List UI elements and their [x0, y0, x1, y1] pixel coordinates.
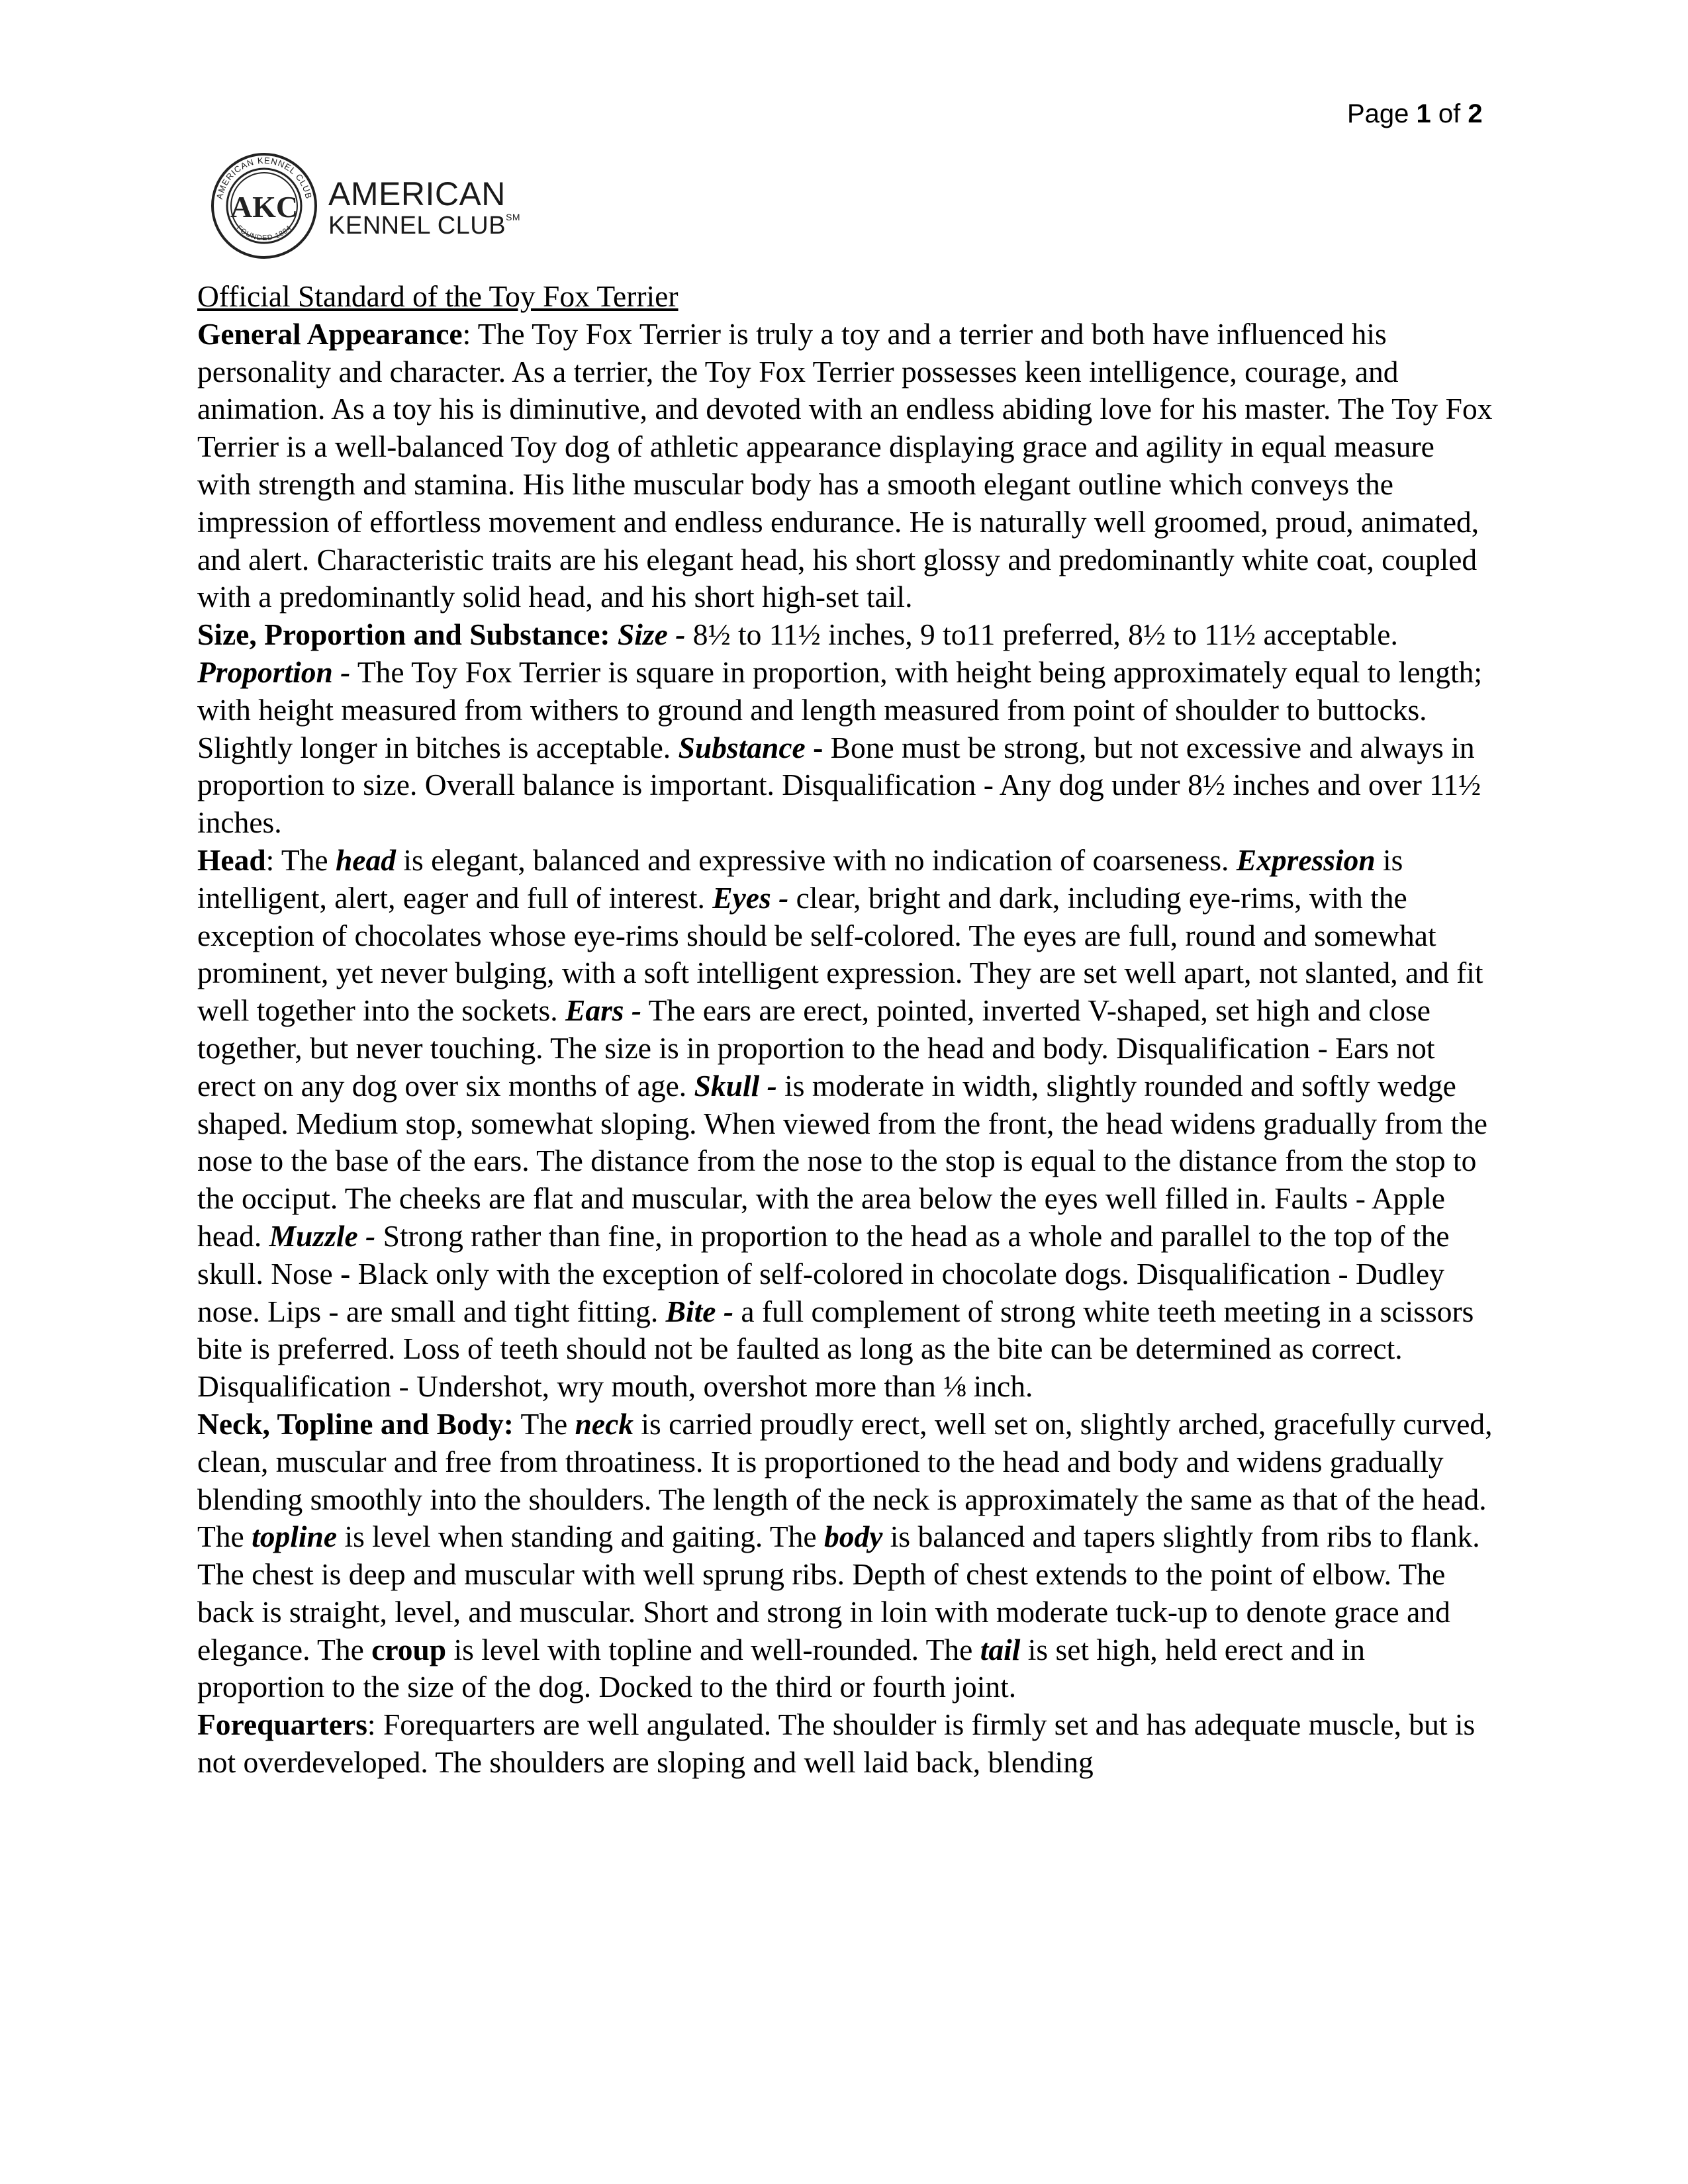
term-expression: Expression — [1236, 842, 1376, 877]
document-title: Official Standard of the Toy Fox Terrier — [197, 279, 679, 313]
term-neck: neck — [575, 1406, 634, 1441]
section-forequarters: Forequarters: Forequarters are well angulated. The shoulder is firmly set and has adequate muscle, but is not overdeveloped. The shoulders are sloping and well laid back, blending — [197, 1707, 1476, 1780]
term-head: head — [335, 842, 396, 877]
term-topline: topline — [252, 1520, 338, 1554]
svg-text:AKC: AKC — [230, 190, 299, 224]
svg-text:FOUNDED 1884: FOUNDED 1884 — [234, 224, 294, 242]
section-heading: General Appearance — [197, 316, 463, 351]
term-tail: tail — [980, 1632, 1021, 1666]
logo-word-american: AMERICAN — [328, 175, 506, 212]
section-heading: Size, Proportion and Substance: — [197, 617, 610, 652]
term-proportion: Proportion - — [197, 655, 351, 689]
term-skull: Skull - — [694, 1068, 777, 1103]
term-substance: Substance — [678, 730, 806, 764]
standard-document — [197, 278, 1495, 1782]
page-number: Page 1 of 2 — [1347, 99, 1483, 128]
section-heading: Head — [197, 842, 266, 877]
section-neck-topline-body: Neck, Topline and Body: The neck is carried proudly erect, well set on, slightly arched, gracefully curved, clean, muscular and free from throatiness. It is proportioned to the head and body and widens gradually blending smoothly into the shoulders. The length of the neck is approximately the same as that of the head. The topline is level when standing and gaiting. The body is balanced and tapers slightly from ribs to flank. The chest is deep and muscular with well sprung ribs. Depth of chest extends to the point of elbow. The back is straight, level, and muscular. Short and strong in loin with moderate tuck-up to denote grace and elegance. The croup is level with topline and well-rounded. The tail is set high, held erect and in proportion to the size of the dog. Docked to the third or fourth joint. — [197, 1406, 1493, 1704]
term-muzzle: Muzzle - — [269, 1218, 376, 1253]
section-head: Head: The head is elegant, balanced and expressive with no indication of coarseness. Expression is intelligent, alert, eager and full of interest. Eyes - clear, bright and dark, including eye-rims, with the exception of chocolates whose eye-rims should be self-colored. The eyes are full, round and somewhat prominent, yet never bulging, with a soft intelligent expression. They are set well apart, not slanted, and fit well together into the sockets. Ears - The ears are erect, pointed, inverted V-shaped, set high and close together, but never touching. The size is in proportion to the head and body. Disqualification - Ears not erect on any dog over six months of age. Skull - is moderate in width, slightly rounded and softly wedge shaped. Medium stop, somewhat sloping. When viewed from the front, the head widens gradually from the nose to the base of the ears. The distance from the nose to the stop is equal to the distance from the stop to the occiput. The cheeks are flat and muscular, with the area below the eyes well filled in. Faults - Apple head. Muzzle - Strong rather than fine, in proportion to the head as a whole and parallel to the top of the skull. Nose - Black only with the exception of self-colored in chocolate dogs. Disqualification - Dudley nose. Lips - are small and tight fitting. Bite - a full complement of strong white teeth meeting in a scissors bite is preferred. Loss of teeth should not be faulted as long as the bite can be determined as correct. Disqualification - Undershot, wry mouth, overshot more than ⅛ inch. — [197, 842, 1487, 1404]
term-croup: croup — [371, 1632, 447, 1666]
logo-word-kennel-club: KENNEL CLUB℠ — [328, 212, 521, 240]
akc-logo — [211, 147, 522, 261]
section-heading: Forequarters — [197, 1707, 367, 1742]
term-eyes: Eyes - — [712, 880, 789, 915]
svg-text:AMERICAN KENNEL CLUB: AMERICAN KENNEL CLUB — [214, 155, 314, 201]
akc-seal-icon — [211, 152, 318, 259]
term-ears: Ears - — [565, 993, 642, 1028]
term-bite: Bite - — [665, 1294, 734, 1328]
term-size: Size - — [617, 617, 686, 652]
term-body: body — [823, 1520, 883, 1554]
section-general-appearance: General Appearance: The Toy Fox Terrier is truly a toy and a terrier and both have influenced his personality and character. As a terrier, the Toy Fox Terrier possesses keen intelligence, courage, and animation. As a toy his is diminutive, and devoted with an endless abiding love for his master. The Toy Fox Terrier is a well-balanced Toy dog of athletic appearance displaying grace and agility in equal measure with strength and stamina. His lithe muscular body has a smooth elegant outline which conveys the impression of effortless movement and endless endurance. He is naturally well groomed, proud, animated, and alert. Characteristic traits are his elegant head, his short glossy and predominantly white coat, coupled with a predominantly solid head, and his short high-set tail. — [197, 316, 1493, 614]
section-heading: Neck, Topline and Body: — [197, 1406, 514, 1441]
section-size-proportion-substance: Size, Proportion and Substance: Size - 8½ to 11½ inches, 9 to11 preferred, 8½ to 11½ acceptable. Proportion - The Toy Fox Terrier is square in proportion, with height being approximately equal to length; with height measured from withers to ground and length measured from point of shoulder to buttocks. Slightly longer in bitches is acceptable. Substance - Bone must be strong, but not excessive and always in proportion to size. Overall balance is important. Disqualification - Any dog under 8½ inches and over 11½ inches. — [197, 617, 1482, 840]
